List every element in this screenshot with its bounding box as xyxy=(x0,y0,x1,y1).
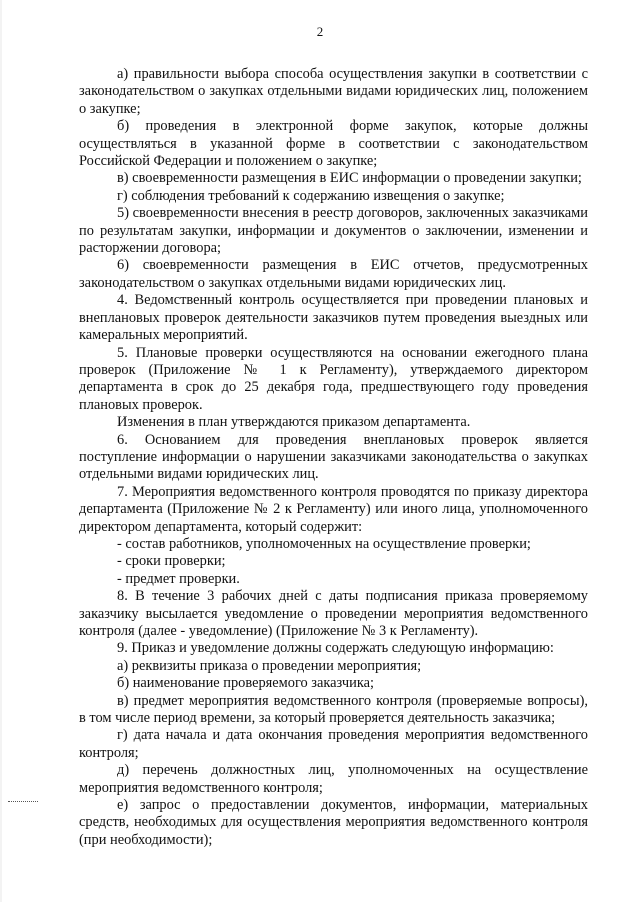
list-item-staff: - состав работников, уполномоченных на осуществление проверки; xyxy=(117,535,531,552)
margin-dotted-mark xyxy=(8,801,38,802)
paragraph-item-a-2: а) реквизиты приказа о проведении мероприятия; xyxy=(117,657,422,674)
paragraph-section-8: 8. В течение 3 рабочих дней с даты подписания приказа проверяемому заказчику высылается уведомление о проведении мероприятия ведомственного контроля (далее - уведомление) (Приложение № 3 к Регламенту). xyxy=(79,588,588,639)
paragraph-section-9: 9. Приказ и уведомление должны содержать следующую информацию: xyxy=(117,640,554,657)
paragraph-plan-changes: Изменения в план утверждаются приказом департамента. xyxy=(117,414,471,431)
paragraph-item-b-2: б) наименование проверяемого заказчика; xyxy=(117,675,375,692)
list-item-terms: - сроки проверки; xyxy=(117,553,226,570)
paragraph-section-4: 4. Ведомственный контроль осуществляется при проведении плановых и внеплановых проверок деятельности заказчиков путем проведения выездных или камеральных мероприятий. xyxy=(79,292,588,344)
paragraph-item-5: 5) своевременности внесения в реестр договоров, заключенных заказчиками по результатам закупки, информации и документов о заключении, изменении и расторжении договора; xyxy=(79,205,588,257)
document-body xyxy=(79,66,588,849)
paragraph-section-7: 7. Мероприятия ведомственного контроля проводятся по приказу директора департамента (Приложение № 2 к Регламенту) или иного лица, уполномоченного директором департамента, который содержит: xyxy=(79,483,588,535)
paragraph-section-5: 5. Плановые проверки осуществляются на основании ежегодного плана проверок (Приложение № 1 к Регламенту), утверждаемого директором департамента в срок до 25 декабря года, предшествующего году проведения плановых проверок. xyxy=(79,344,588,413)
paragraph-item-d: д) перечень должностных лиц, уполномоченных на осуществление мероприятия ведомственного контроля; xyxy=(79,762,588,796)
paragraph-section-6: 6. Основанием для проведения внеплановых проверок является поступление информации о нарушении заказчиками законодательства о закупках отдельными видами юридических лиц. xyxy=(79,431,588,483)
list-item-subject: - предмет проверки. xyxy=(117,570,240,587)
paragraph-item-b-1: б) проведения в электронной форме закупок, которые должны осуществляться в указанной форме в соответствии с законодательством Российской Федерации и положением о закупке; xyxy=(79,118,588,170)
paragraph-item-v-1: в) своевременности размещения в ЕИС информации о проведении закупки; xyxy=(117,170,582,187)
paragraph-item-6: 6) своевременности размещения в ЕИС отчетов, предусмотренных законодательством о закупках отдельными видами юридических лиц. xyxy=(79,257,588,291)
page-number: 2 xyxy=(316,24,324,39)
scan-edge xyxy=(0,0,2,902)
paragraph-item-g-1: г) соблюдения требований к содержанию извещения о закупке; xyxy=(117,187,505,204)
paragraph-item-a-1: а) правильности выбора способа осуществления закупки в соответствии с законодательством о закупках отдельными видами юридических лиц, положением о закупке; xyxy=(79,66,588,117)
paragraph-item-g-2: г) дата начала и дата окончания проведения мероприятия ведомственного контроля; xyxy=(79,727,588,761)
paragraph-item-v-2: в) предмет мероприятия ведомственного контроля (проверяемые вопросы), в том числе период времени, за который проверяется деятельность заказчика; xyxy=(79,692,588,727)
paragraph-item-e: е) запрос о предоставлении документов, информации, материальных средств, необходимых для осуществления мероприятия ведомственного контроля (при необходимости); xyxy=(79,797,588,848)
